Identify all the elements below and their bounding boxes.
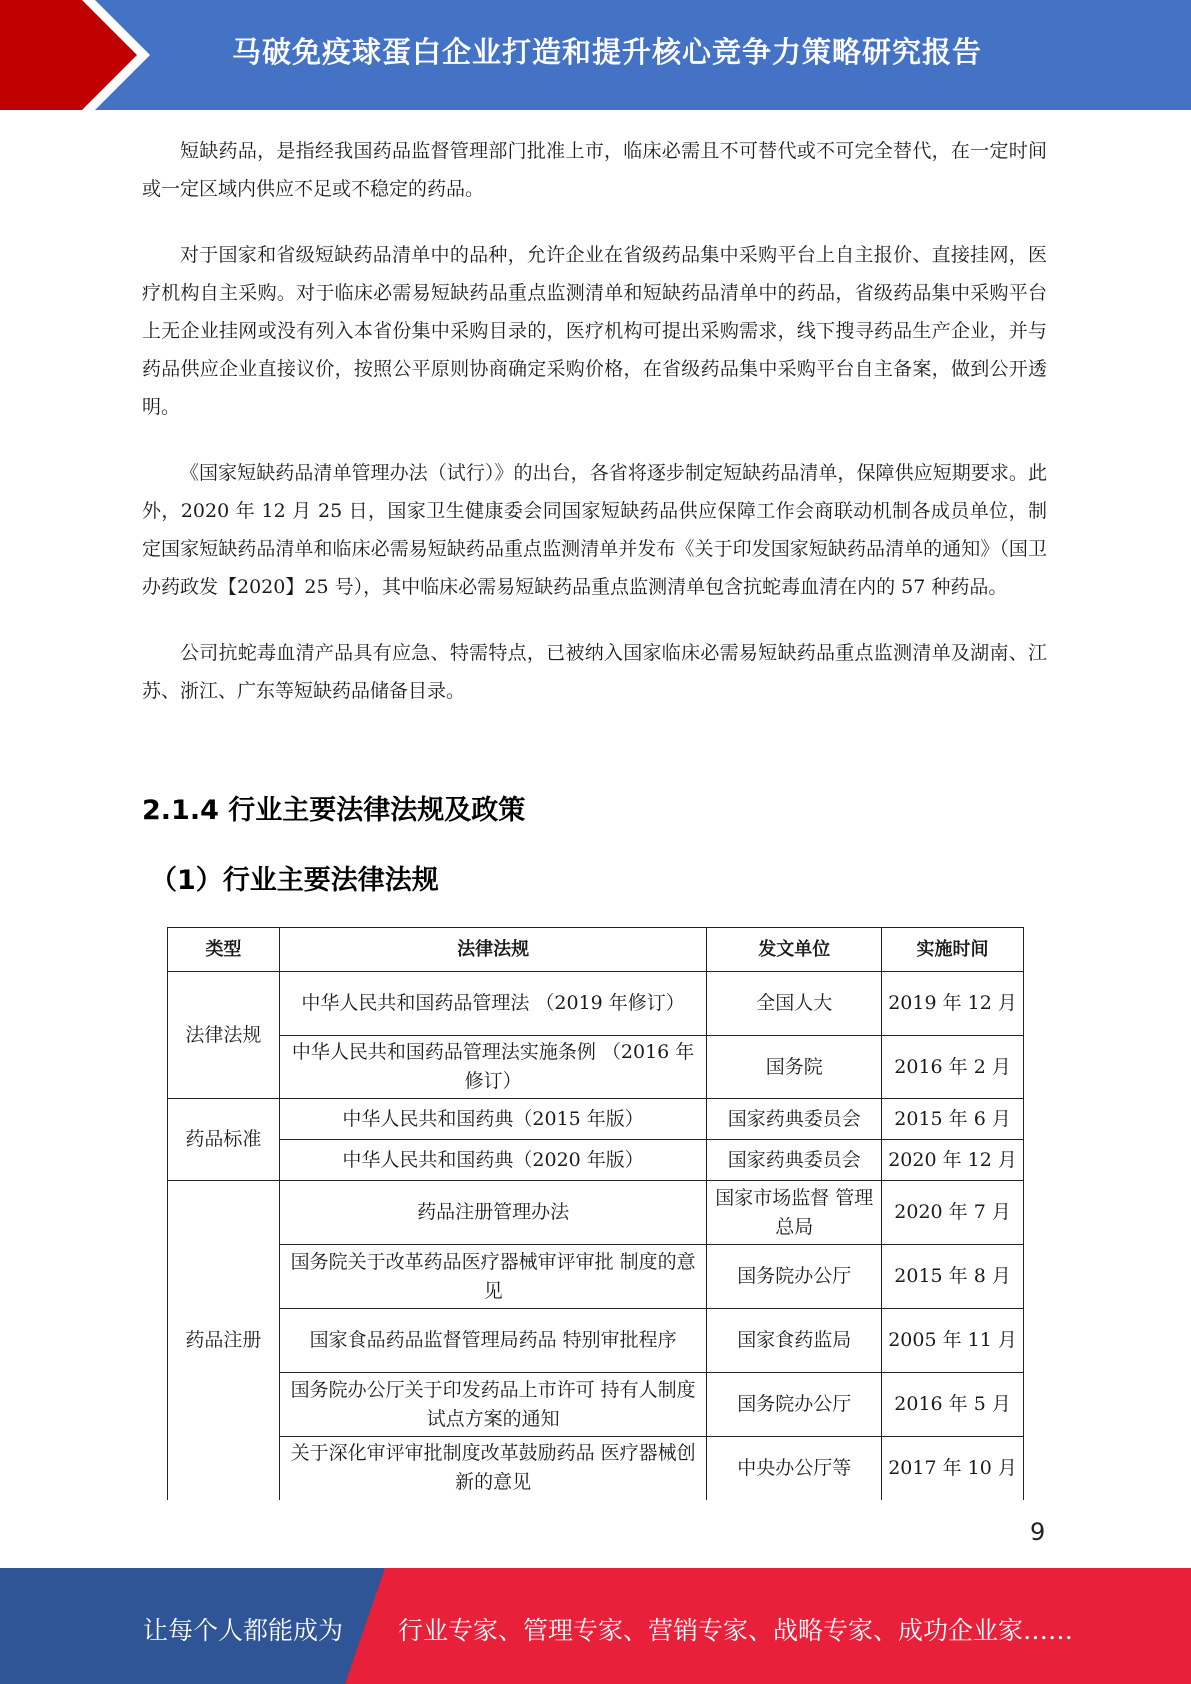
laws-table — [167, 927, 1024, 1500]
date-cell: 2016 年 2 月 — [882, 1036, 1024, 1099]
issuer-cell: 全国人大 — [707, 972, 882, 1036]
date-cell: 2015 年 6 月 — [882, 1099, 1024, 1140]
date-cell: 2005 年 11 月 — [882, 1309, 1024, 1373]
date-cell: 2016 年 5 月 — [882, 1373, 1024, 1437]
column-header: 类型 — [168, 928, 280, 972]
paragraph: 对于国家和省级短缺药品清单中的品种，允许企业在省级药品集中采购平台上自主报价、直接挂网，医疗机构自主采购。对于临床必需易短缺药品重点监测清单和短缺药品清单中的药品，省级药品集中采购平台上无企业挂网或没有列入本省份集中采购目录的，医疗机构可提出采购需求，线下搜寻药品生产企业，并与药品供应企业直接议价，按照公平原则协商确定采购价格，在省级药品集中采购平台自主备案，做到公开透明。 — [142, 244, 1047, 418]
footer-slogan-right: 行业专家、管理专家、营销专家、战略专家、成功企业家…… — [398, 1616, 1074, 1645]
column-header: 实施时间 — [882, 928, 1024, 972]
issuer-cell: 中央办公厅等 — [707, 1437, 882, 1500]
law-cell: 国务院办公厅关于印发药品上市许可 持有人制度试点方案的通知 — [279, 1373, 706, 1437]
type-cell: 法律法规 — [168, 972, 280, 1099]
type-cell: 药品标准 — [168, 1099, 280, 1181]
table-row — [168, 1309, 1024, 1373]
issuer-cell: 国家药典委员会 — [707, 1140, 882, 1181]
issuer-cell: 国务院办公厅 — [707, 1373, 882, 1437]
law-cell: 国务院关于改革药品医疗器械审评审批 制度的意见 — [279, 1245, 706, 1309]
column-header: 法律法规 — [279, 928, 706, 972]
issuer-cell: 国家市场监督 管理总局 — [707, 1181, 882, 1245]
paragraph: 短缺药品，是指经我国药品监督管理部门批准上市，临床必需且不可替代或不可完全替代，在一定时间或一定区域内供应不足或不稳定的药品。 — [142, 140, 1047, 200]
date-cell: 2019 年 12 月 — [882, 972, 1024, 1036]
date-cell: 2020 年 7 月 — [882, 1181, 1024, 1245]
table-row — [168, 1036, 1024, 1099]
sub-heading: （1）行业主要法律法规 — [150, 865, 439, 896]
table-row — [168, 1245, 1024, 1309]
date-cell: 2017 年 10 月 — [882, 1437, 1024, 1500]
report-title: 马破免疫球蛋白企业打造和提升核心竞争力策略研究报告 — [232, 35, 983, 69]
law-cell: 中华人民共和国药品管理法实施条例 （2016 年修订） — [279, 1036, 706, 1099]
law-cell: 国家食品药品监督管理局药品 特别审批程序 — [279, 1309, 706, 1373]
issuer-cell: 国家药典委员会 — [707, 1099, 882, 1140]
law-cell: 关于深化审评审批制度改革鼓励药品 医疗器械创新的意见 — [279, 1437, 706, 1500]
date-cell: 2015 年 8 月 — [882, 1245, 1024, 1309]
issuer-cell: 国务院办公厅 — [707, 1245, 882, 1309]
column-header: 发文单位 — [707, 928, 882, 972]
law-cell: 中华人民共和国药典（2015 年版） — [279, 1099, 706, 1140]
table-row — [168, 1437, 1024, 1500]
table-row — [168, 1140, 1024, 1181]
issuer-cell: 国家食药监局 — [707, 1309, 882, 1373]
paragraph: 公司抗蛇毒血清产品具有应急、特需特点，已被纳入国家临床必需易短缺药品重点监测清单及湖南、江苏、浙江、广东等短缺药品储备目录。 — [142, 642, 1047, 702]
type-cell: 药品注册 — [168, 1181, 280, 1500]
section-heading: 2.1.4 行业主要法律法规及政策 — [142, 795, 526, 826]
body-text — [142, 132, 1047, 738]
page-number: 9 — [1030, 1518, 1046, 1546]
page-footer — [0, 1568, 1191, 1684]
table-row — [168, 1373, 1024, 1437]
law-cell: 药品注册管理办法 — [279, 1181, 706, 1245]
law-cell: 中华人民共和国药典（2020 年版） — [279, 1140, 706, 1181]
footer-slogan-left: 让每个人都能成为 — [143, 1616, 344, 1645]
table-row — [168, 972, 1024, 1036]
paragraph: 《国家短缺药品清单管理办法（试行）》的出台，各省将逐步制定短缺药品清单，保障供应短期要求。此外，2020 年 12 月 25 日，国家卫生健康委会同国家短缺药品供应保障工作会商联动机制各成员单位，制定国家短缺药品清单和临床必需易短缺药品重点监测清单并发布《关于印发国家短缺药品清单的通知》（国卫办药政发【2020】25 号），其中临床必需易短缺药品重点监测清单包含抗蛇毒血清在内的 57 种药品。 — [142, 462, 1047, 598]
issuer-cell: 国务院 — [707, 1036, 882, 1099]
table-header-row — [168, 928, 1024, 972]
table-row — [168, 1181, 1024, 1245]
table-row — [168, 1099, 1024, 1140]
header-chevron-icon — [0, 0, 160, 110]
law-cell: 中华人民共和国药品管理法 （2019 年修订） — [279, 972, 706, 1036]
date-cell: 2020 年 12 月 — [882, 1140, 1024, 1181]
page-header — [0, 0, 1191, 110]
